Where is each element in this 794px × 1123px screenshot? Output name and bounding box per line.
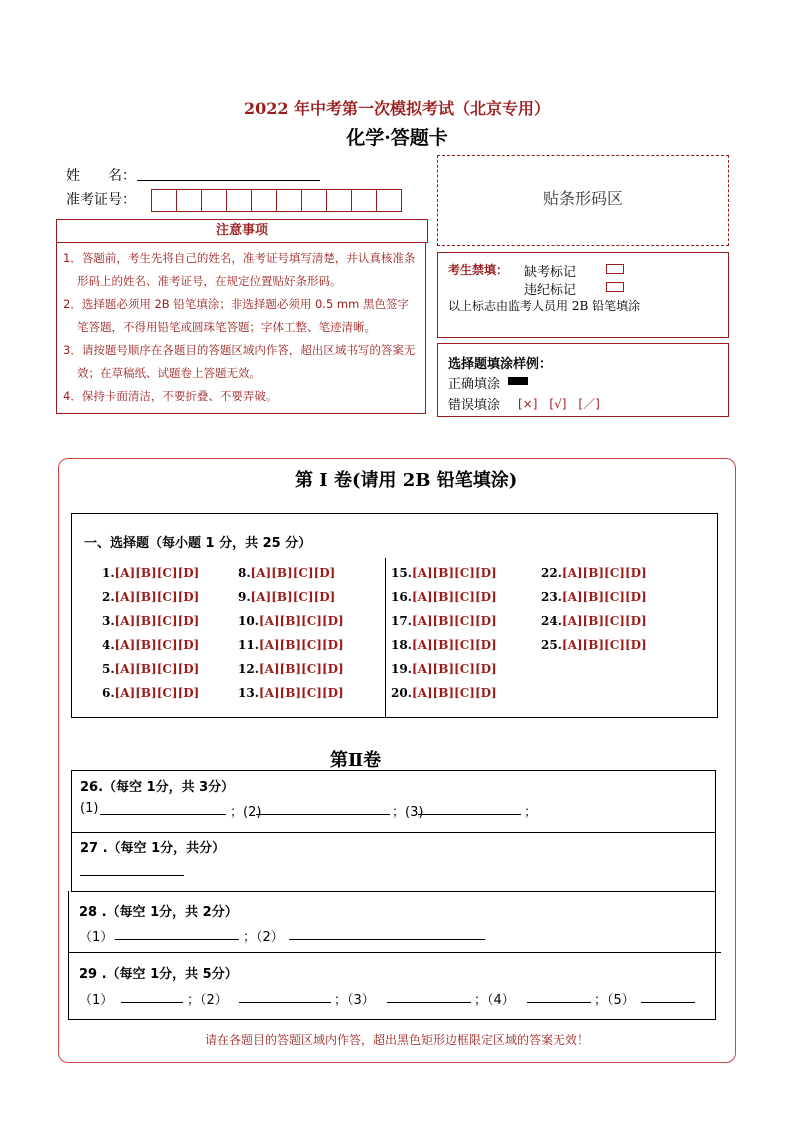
option-bubbles[interactable]: [A][B][C][D] [114, 662, 200, 676]
q26-box [71, 770, 716, 833]
sample-title: 选择题填涂样例： [448, 357, 553, 372]
option-bubbles[interactable]: [A][B][C][D] [561, 590, 647, 604]
choice-question[interactable] [541, 614, 647, 628]
question-number: 20. [391, 686, 412, 700]
notice-title: 注意事项 [56, 219, 428, 243]
sample-box [437, 343, 729, 417]
choice-question[interactable] [391, 614, 497, 628]
q26-blank1[interactable] [100, 802, 226, 815]
choice-question[interactable] [238, 590, 335, 604]
question-number: 3. [102, 614, 115, 628]
choice-question[interactable] [102, 566, 199, 580]
choice-question[interactable] [238, 638, 344, 652]
footer-note: 请在各题目的答题区域内作答，超出黑色矩形边框限定区域的答案无效！ [204, 1033, 589, 1047]
question-number: 11. [238, 638, 259, 652]
option-bubbles[interactable]: [A][B][C][D] [258, 614, 344, 628]
question-number: 10. [238, 614, 259, 628]
question-number: 16. [391, 590, 412, 604]
forbid-note: 以上标志由监考人员用 2B 铅笔填涂 [448, 299, 641, 313]
question-number: 1. [102, 566, 115, 580]
q29-blank5-label: ；（5） [594, 993, 635, 1008]
q26-blank2[interactable] [256, 802, 390, 815]
q27-blank[interactable] [80, 863, 184, 876]
choice-question[interactable] [102, 686, 199, 700]
choice-question[interactable] [541, 638, 647, 652]
choice-section [71, 513, 718, 718]
choice-question[interactable] [391, 638, 497, 652]
q26-blank3-label: ；(3) [392, 805, 424, 820]
choice-question[interactable] [541, 566, 647, 580]
option-bubbles[interactable]: [A][B][C][D] [258, 686, 344, 700]
name-line[interactable] [137, 180, 320, 181]
q28-blank2-label: ；（2） [243, 930, 284, 945]
notice-item: 3．请按题号顺序在各题目的答题区域内作答，超出区域书写的答案无效；在草稿纸、试题卷上答题无效。 [63, 343, 416, 380]
option-bubbles[interactable]: [A][B][C][D] [411, 662, 497, 676]
notice-body [56, 242, 426, 414]
id-label: 准考证号： [66, 192, 136, 208]
part1-title: 第 I 卷(请用 2B 铅笔填涂) [295, 470, 518, 491]
absent-mark[interactable] [606, 264, 624, 274]
q27-head: 27 .（每空 1分，共分） [80, 841, 226, 856]
q29-blank3[interactable] [387, 990, 471, 1003]
barcode-area: 贴条形码区 [437, 155, 729, 246]
q29-blank4-label: ；（4） [474, 993, 515, 1008]
option-bubbles[interactable]: [A][B][C][D] [561, 638, 647, 652]
q28-divider [69, 952, 721, 953]
q29-blank5[interactable] [641, 990, 695, 1003]
forbid-box [437, 252, 729, 338]
violation-label: 违纪标记 [524, 283, 577, 298]
option-bubbles[interactable]: [A][B][C][D] [411, 590, 497, 604]
question-number: 13. [238, 686, 259, 700]
option-bubbles[interactable]: [A][B][C][D] [114, 590, 200, 604]
q26-blank3[interactable] [418, 802, 521, 815]
q29-blank1-label: （1） [79, 993, 114, 1008]
choice-question[interactable] [238, 686, 344, 700]
question-number: 17. [391, 614, 412, 628]
notice-item: 2．选择题必须用 2B 铅笔填涂；非选择题必须用 0.5 mm 黑色签字笔答题，不得用铅笔或圆珠笔答题；字体工整、笔迹清晰。 [63, 297, 409, 334]
question-number: 4. [102, 638, 115, 652]
option-bubbles[interactable]: [A][B][C][D] [411, 614, 497, 628]
option-bubbles[interactable]: [A][B][C][D] [258, 638, 344, 652]
q28-29-box [68, 891, 716, 1020]
wrong-label: 错误填涂 [448, 398, 501, 413]
question-number: 19. [391, 662, 412, 676]
q29-blank3-label: ；（3） [334, 993, 375, 1008]
option-bubbles[interactable]: [A][B][C][D] [411, 566, 497, 580]
q26-blank2-label: ；(2) [230, 805, 262, 820]
question-number: 25. [541, 638, 562, 652]
exam-title: 2022 年中考第一次模拟考试（北京专用） [243, 99, 551, 118]
choice-question[interactable] [541, 590, 647, 604]
question-number: 9. [238, 590, 251, 604]
question-number: 2. [102, 590, 115, 604]
card-subtitle: 化学·答题卡 [346, 127, 448, 149]
choice-question[interactable] [238, 662, 344, 676]
question-number: 23. [541, 590, 562, 604]
question-number: 6. [102, 686, 115, 700]
id-boxes[interactable] [151, 189, 402, 212]
forbid-label: 考生禁填： [448, 263, 509, 277]
option-bubbles[interactable]: [A][B][C][D] [561, 566, 647, 580]
absent-label: 缺考标记 [524, 265, 577, 280]
notice-item: 1．答题前，考生先将自己的姓名，准考证号填写清楚，并认真核准条形码上的姓名、准考证号，在规定位置贴好条形码。 [63, 251, 416, 288]
option-bubbles[interactable]: [A][B][C][D] [258, 662, 344, 676]
option-bubbles[interactable]: [A][B][C][D] [114, 566, 200, 580]
option-bubbles[interactable]: [A][B][C][D] [114, 638, 200, 652]
q29-blank4[interactable] [527, 990, 591, 1003]
choice-heading: 一、选择题（每小题 1 分，共 25 分） [84, 536, 312, 551]
option-bubbles[interactable]: [A][B][C][D] [114, 614, 200, 628]
choice-question[interactable] [102, 638, 199, 652]
violation-mark[interactable] [606, 282, 624, 292]
choice-question[interactable] [102, 590, 199, 604]
question-number: 18. [391, 638, 412, 652]
q29-blank2-label: ；（2） [187, 993, 228, 1008]
option-bubbles[interactable]: [A][B][C][D] [250, 590, 336, 604]
option-bubbles[interactable]: [A][B][C][D] [114, 686, 200, 700]
name-label: 姓 名： [66, 168, 136, 184]
question-number: 12. [238, 662, 259, 676]
q26-head: 26.（每空 1分，共 3分） [80, 780, 235, 795]
q26-end: ； [524, 805, 538, 820]
q28-blank2[interactable] [289, 927, 485, 940]
choice-question[interactable] [391, 566, 497, 580]
choice-question[interactable] [238, 566, 335, 580]
q29-blank2[interactable] [239, 990, 331, 1003]
question-number: 22. [541, 566, 562, 580]
wrong-marks: [×] [√] [／] [518, 397, 600, 411]
correct-fill [508, 377, 528, 385]
choice-question[interactable] [102, 614, 199, 628]
option-bubbles[interactable]: [A][B][C][D] [411, 638, 497, 652]
choice-question[interactable] [238, 614, 344, 628]
notice-item: 4．保持卡面清洁，不要折叠、不要弄破。 [63, 389, 278, 403]
q29-head: 29 .（每空 1分，共 5分） [79, 967, 238, 982]
correct-label: 正确填涂 [448, 377, 501, 392]
question-number: 8. [238, 566, 251, 580]
column-divider [385, 558, 386, 718]
question-number: 5. [102, 662, 115, 676]
question-number: 15. [391, 566, 412, 580]
q28-blank1[interactable] [115, 927, 239, 940]
option-bubbles[interactable]: [A][B][C][D] [411, 686, 497, 700]
question-number: 24. [541, 614, 562, 628]
q29-blank1[interactable] [121, 990, 183, 1003]
part2-title: 第Ⅱ卷 [330, 750, 382, 771]
q28-head: 28 .（每空 1分，共 2分） [79, 905, 238, 920]
q27-box [71, 831, 716, 892]
choice-question[interactable] [391, 686, 497, 700]
option-bubbles[interactable]: [A][B][C][D] [250, 566, 336, 580]
choice-question[interactable] [391, 590, 497, 604]
q26-blank1-label: (1) [80, 801, 99, 816]
choice-question[interactable] [102, 662, 199, 676]
option-bubbles[interactable]: [A][B][C][D] [561, 614, 647, 628]
choice-question[interactable] [391, 662, 497, 676]
q28-blank1-label: （1） [79, 930, 114, 945]
